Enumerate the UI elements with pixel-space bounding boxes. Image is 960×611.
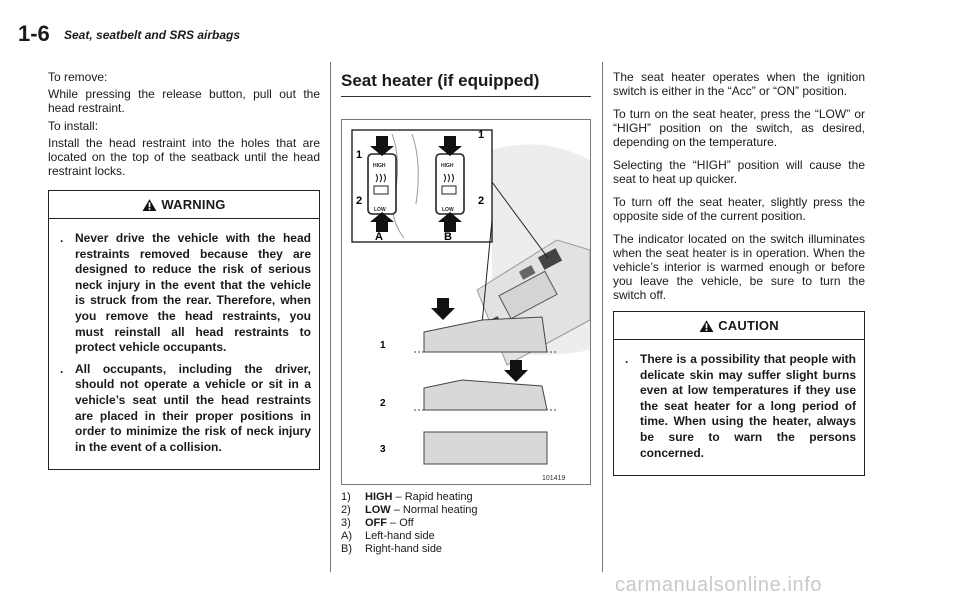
caution-triangle-icon xyxy=(699,319,714,333)
switch-b-high-label: HIGH xyxy=(441,163,454,169)
seat-heater-figure xyxy=(341,119,591,485)
caution-item-text: There is a possibility that people with delicate skin may suffer slight burns even at low temperatures if they use the seat heater for a long period of time. When using the heater, always be sure to warn the persons concerned. xyxy=(640,352,856,460)
callout-label-1: 1 xyxy=(356,149,363,161)
paragraph: The indicator located on the switch illuminates when the seat heater is in operation. When the vehicle’s interior is warmed enough or before you leave the vehicle, be sure to turn the switch off. xyxy=(613,232,865,302)
paragraph: To turn on the seat heater, press the “LOW” or “HIGH” position on the switch, as desired, depending on the temperature. xyxy=(613,107,865,149)
install-text: Install the head restraint into the holes that are located on the top of the seatback until the head restraint locks. xyxy=(48,136,320,178)
legend-item: A) Left-hand side xyxy=(341,530,435,542)
remove-text: While pressing the release button, pull out the head restraint. xyxy=(48,87,320,115)
warning-title: WARNING xyxy=(161,197,226,212)
callout-label-2: 2 xyxy=(478,195,485,207)
warning-box xyxy=(48,190,320,470)
position-label-3: 3 xyxy=(380,444,386,455)
legend-item: 3) OFF – Off xyxy=(341,517,414,529)
position-label-2: 2 xyxy=(380,398,386,409)
legend-item: 2) LOW – Normal heating xyxy=(341,504,478,516)
warning-item xyxy=(59,231,311,356)
callout-label-1: 1 xyxy=(478,129,485,141)
page-header xyxy=(18,22,943,46)
paragraph: The seat heater operates when the ignition switch is either in the “Acc” or “ON” position. xyxy=(613,70,865,98)
caution-title: CAUTION xyxy=(718,318,779,333)
switch-b-low-label: LOW xyxy=(442,207,454,213)
paragraph: To turn off the seat heater, slightly press the opposite side of the current position. xyxy=(613,195,865,223)
section-title: Seat, seatbelt and SRS airbags xyxy=(64,28,241,42)
figure-legend xyxy=(341,491,591,556)
legend-item: 1) HIGH – Rapid heating xyxy=(341,491,473,503)
callout-label-2: 2 xyxy=(356,195,363,207)
switch-a-high-label: HIGH xyxy=(373,163,386,169)
warning-body xyxy=(49,219,319,469)
bullet-dot: . xyxy=(60,231,64,245)
column-left xyxy=(48,70,320,470)
caution-box xyxy=(613,311,865,476)
watermark: carmanualsonline.info xyxy=(615,574,823,596)
callout-label-b: B xyxy=(444,231,452,243)
caution-item xyxy=(624,352,856,461)
column-middle xyxy=(341,70,591,556)
bullet-dot: . xyxy=(625,352,629,366)
column-right xyxy=(613,70,865,476)
switch-a-low-label: LOW xyxy=(374,207,386,213)
page-number: 1-6 xyxy=(18,21,50,46)
warning-item-text: All occupants, including the driver, should not operate a vehicle or sit in a vehicle’s seat until the head restraints are placed in their proper positions in order to minimize the risk of neck injury in the event of a collision. xyxy=(75,361,311,454)
legend-item: B) Right-hand side xyxy=(341,543,443,555)
caution-header xyxy=(614,312,864,340)
paragraph: Selecting the “HIGH” position will cause the seat to heat up quicker. xyxy=(613,158,865,186)
position-label-1: 1 xyxy=(380,340,386,351)
figure-code: 101419 xyxy=(542,475,566,482)
section-heading: Seat heater (if equipped) xyxy=(341,70,591,97)
bullet-dot: . xyxy=(60,361,64,376)
warning-item-text: Never drive the vehicle with the head restraints removed because they are designed to reduce the risk of serious neck injury in the event that the vehicle is struck from the rear. Therefore, when you remove the head restraints, you must reinstall all head restraints to protect vehicle occupants. xyxy=(75,231,311,355)
column-divider-right xyxy=(602,62,603,572)
warning-item xyxy=(59,362,311,456)
caution-body xyxy=(614,340,864,475)
remove-label: To remove: xyxy=(48,70,108,84)
warning-header xyxy=(49,191,319,219)
column-divider-left xyxy=(330,62,331,572)
warning-triangle-icon xyxy=(142,198,157,212)
install-label: To install: xyxy=(48,119,99,133)
callout-label-a: A xyxy=(375,231,383,243)
